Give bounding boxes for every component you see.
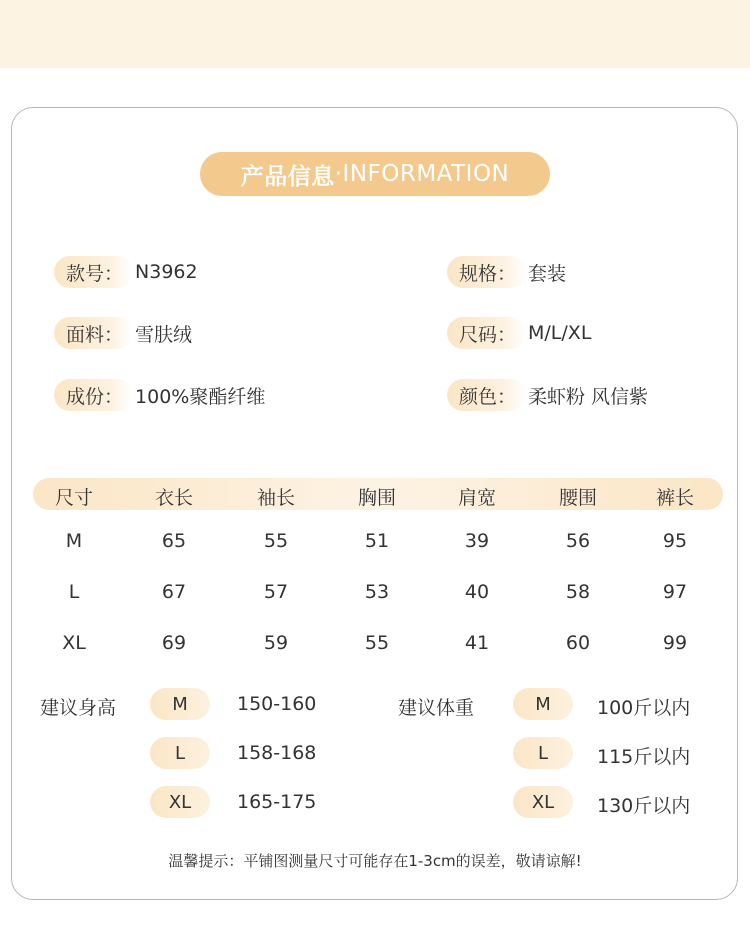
info-key: 规格： bbox=[447, 256, 526, 288]
weight-size-pill: M bbox=[513, 688, 573, 720]
info-value: 100%聚酯纤维 bbox=[135, 385, 266, 408]
size-table-cell: 53 bbox=[364, 581, 390, 603]
info-key: 尺码： bbox=[447, 317, 526, 349]
size-table-cell: 65 bbox=[161, 530, 187, 552]
size-table-cell: 57 bbox=[263, 581, 289, 603]
weight-size-pill: XL bbox=[513, 786, 573, 818]
size-table-cell: 58 bbox=[565, 581, 591, 603]
info-item-spec bbox=[447, 256, 566, 288]
height-range: 158-168 bbox=[237, 742, 317, 764]
size-table-header: 尺寸 bbox=[54, 487, 94, 509]
size-table-cell: 97 bbox=[662, 581, 688, 603]
size-table-cell: M bbox=[65, 530, 83, 552]
weight-range: 100斤以内 bbox=[597, 697, 691, 719]
height-size-pill: XL bbox=[150, 786, 210, 818]
height-range: 165-175 bbox=[237, 791, 317, 813]
size-table-header: 腰围 bbox=[558, 487, 598, 509]
info-item-fabric bbox=[54, 317, 192, 349]
size-table-cell: L bbox=[68, 581, 80, 603]
height-guide-label: 建议身高 bbox=[40, 697, 117, 719]
section-title-cn: 产品信息 bbox=[240, 163, 335, 190]
info-item-color bbox=[447, 379, 648, 411]
size-table-cell: 55 bbox=[263, 530, 289, 552]
info-key: 颜色： bbox=[447, 379, 526, 411]
size-table-cell: 67 bbox=[161, 581, 187, 603]
size-table-cell: 60 bbox=[565, 632, 591, 654]
size-table-cell: 69 bbox=[161, 632, 187, 654]
height-size-pill: L bbox=[150, 737, 210, 769]
info-key: 成份： bbox=[54, 379, 133, 411]
info-item-composition bbox=[54, 379, 265, 411]
info-value: 雪肤绒 bbox=[135, 323, 193, 346]
info-value: 套装 bbox=[528, 262, 567, 285]
size-table-header: 袖长 bbox=[256, 487, 296, 509]
size-table-cell: 99 bbox=[662, 632, 688, 654]
height-size-pill: M bbox=[150, 688, 210, 720]
weight-size-pill: L bbox=[513, 737, 573, 769]
info-key: 面料： bbox=[54, 317, 133, 349]
size-table-header: 裤长 bbox=[655, 487, 695, 509]
size-table-cell: 95 bbox=[662, 530, 688, 552]
size-table-header: 胸围 bbox=[357, 487, 397, 509]
size-table-cell: 56 bbox=[565, 530, 591, 552]
section-title-en: ·INFORMATION bbox=[334, 161, 510, 187]
height-range: 150-160 bbox=[237, 693, 317, 715]
weight-range: 115斤以内 bbox=[597, 746, 691, 768]
section-title bbox=[200, 152, 550, 196]
info-value: N3962 bbox=[135, 261, 198, 283]
weight-range: 130斤以内 bbox=[597, 795, 691, 817]
measurement-note: 温馨提示：平铺图测量尺寸可能存在1-3cm的误差，敬请谅解! bbox=[168, 852, 582, 870]
weight-guide-label: 建议体重 bbox=[398, 697, 475, 719]
size-table-cell: 40 bbox=[464, 581, 490, 603]
info-item-style-no bbox=[54, 256, 198, 288]
top-band bbox=[0, 0, 750, 68]
size-table-cell: XL bbox=[62, 632, 86, 654]
size-table-cell: 51 bbox=[364, 530, 390, 552]
size-table-cell: 41 bbox=[464, 632, 490, 654]
info-item-size bbox=[447, 317, 591, 349]
info-value: M/L/XL bbox=[528, 322, 592, 344]
info-value: 柔虾粉 风信紫 bbox=[528, 385, 649, 408]
size-table-cell: 39 bbox=[464, 530, 490, 552]
size-table-header: 肩宽 bbox=[457, 487, 497, 509]
size-table-header: 衣长 bbox=[154, 487, 194, 509]
info-key: 款号： bbox=[54, 256, 133, 288]
size-table-cell: 55 bbox=[364, 632, 390, 654]
size-table-cell: 59 bbox=[263, 632, 289, 654]
